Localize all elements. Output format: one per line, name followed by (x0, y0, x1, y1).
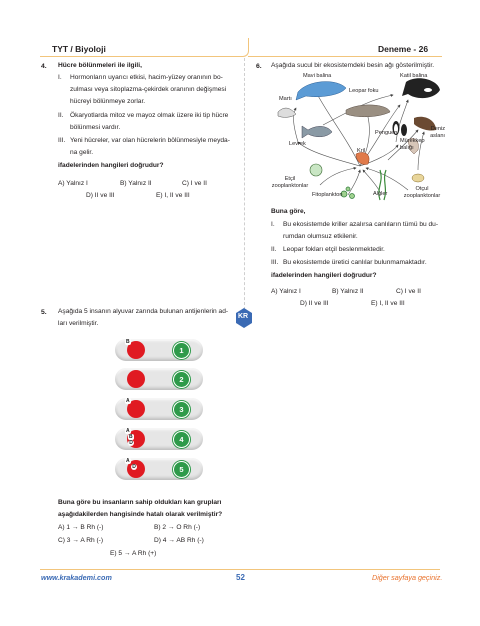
antigen-label: D (132, 464, 136, 470)
kr-logo (234, 308, 254, 328)
q5-option-d[interactable]: D) 4 → AB Rh (-) (154, 537, 204, 544)
tube-number-badge: 5 (173, 461, 190, 478)
q6-number: 6. (256, 63, 262, 70)
q4-item-1-line-1: Hormonların uyarıcı etkisi, hacim-yüzey oranının bo- (70, 74, 223, 81)
blood-sample-tube-5 (115, 458, 203, 480)
blood-sample-tube-4 (115, 428, 203, 450)
q4-item-3-roman: III. (58, 137, 66, 144)
antigen-label: A (126, 398, 130, 404)
label-killer-whale: Katil balina (400, 73, 428, 79)
q4-stem: Hücre bölünmeleri ile ilgili, (58, 62, 142, 69)
label-leopard-seal: Leopar foku (349, 88, 379, 94)
q6-option-a[interactable]: A) Yalnız I (271, 288, 301, 295)
seagull-icon (278, 108, 296, 117)
header-rule-right (248, 56, 442, 57)
q6-item-2-roman: II. (271, 246, 277, 253)
antigen-label: B (129, 434, 133, 440)
q6-item-1-roman: I. (271, 221, 275, 228)
q4-option-a[interactable]: A) Yalnız I (58, 180, 88, 187)
footer-rule (40, 569, 440, 570)
label-squid-text: Mürekkep balığı (400, 138, 425, 151)
label-herbivorous-zooplankton-text: Otçul zooplanktonlar (403, 186, 441, 199)
q6-item-1-line-1: Bu ekosistemde kriller azalırsa canlıların tümü bu du- (283, 221, 439, 228)
q4-item-3-line-1: Yeni hücreler, var olan hücrelerin bölünmesiyle meyda- (70, 137, 230, 144)
q5-stem-line-1: Aşağıda 5 insanın alyuvar zarında bulunan antijenlerin ad- (58, 308, 229, 315)
q5-stem-line-2: ları verilmiştir. (58, 320, 99, 327)
column-divider (244, 58, 245, 320)
q6-item-3-roman: III. (271, 259, 279, 266)
q4-item-1-line-2: zulması veya sitoplazma-çekirdek oranının değişmesi (70, 86, 227, 93)
krill-icon (356, 152, 369, 164)
label-blue-whale: Mavi balina (303, 73, 332, 79)
phytoplankton-icon (341, 187, 355, 199)
tube-number-badge: 1 (173, 342, 190, 359)
label-carnivorous-zooplankton-text: Etçil zooplanktonlar (271, 176, 309, 189)
q4-item-2-line-1: Ökaryotlarda mitoz ve mayoz olmak üzere iki tip hücre (70, 112, 229, 119)
tube-number-badge: 3 (173, 401, 190, 418)
sea-bass-icon (302, 126, 332, 138)
antigen-label: A (126, 458, 130, 464)
page-number: 52 (236, 573, 245, 582)
label-sea-lion (425, 126, 445, 140)
antigen-label: B (126, 339, 130, 345)
label-squid (400, 138, 428, 152)
label-krill: Kril (357, 148, 366, 154)
label-phytoplankton: Fitoplankton (312, 192, 343, 198)
herbivorous-zooplankton-icon (412, 174, 424, 182)
blood-sample-tube-1 (115, 339, 203, 361)
q6-option-b[interactable]: B) Yalnız II (332, 288, 364, 295)
label-algae: Algler (373, 191, 388, 197)
leopard-seal-icon (346, 105, 390, 117)
kr-logo-text: KR (238, 313, 249, 320)
header-rule-corner (240, 38, 249, 57)
q5-option-c[interactable]: C) 3 → A Rh (-) (58, 537, 104, 544)
label-sea-bass: Levrek (289, 141, 306, 147)
antigen-label: D (129, 440, 133, 446)
q5-number: 5. (41, 309, 47, 316)
tube-number-badge: 4 (173, 431, 190, 448)
q4-item-3-line-2: na gelir. (70, 149, 94, 156)
q4-option-b[interactable]: B) Yalnız II (120, 180, 152, 187)
header-left-title: TYT / Biyoloji (52, 44, 106, 54)
label-herbivorous-zooplankton (400, 186, 444, 200)
q4-item-2-roman: II. (58, 112, 64, 119)
antigen-label: A (126, 428, 130, 434)
q5-question-line-2: aşağıdakilerden hangisinde hatalı olarak verilmiştir? (58, 511, 223, 518)
q6-item-1-line-2: rumdan olumsuz etkilenir. (283, 233, 358, 240)
q6-question: ifadelerinden hangileri doğrudur? (271, 272, 377, 279)
q5-option-b[interactable]: B) 2 → O Rh (-) (154, 524, 201, 531)
q4-option-d[interactable]: D) II ve III (86, 192, 115, 199)
q6-intro: Buna göre, (271, 208, 306, 215)
q4-option-e[interactable]: E) I, II ve III (156, 192, 190, 199)
carnivorous-zooplankton-icon (310, 164, 322, 176)
header-right-title: Deneme - 26 (378, 44, 429, 54)
footer-next-page-text: Diğer sayfaya geçiniz. (372, 573, 443, 582)
red-blood-cell-icon (127, 370, 145, 388)
label-penguin: Penguen (375, 130, 398, 136)
q6-option-e[interactable]: E) I, II ve III (371, 300, 405, 307)
header-rule-left (40, 56, 240, 57)
label-carnivorous-zooplankton (268, 176, 312, 190)
q5-question-line-1: Buna göre bu insanların sahip oldukları kan grupları (58, 499, 222, 506)
q4-option-c[interactable]: C) I ve II (182, 180, 207, 187)
blue-whale-icon (296, 82, 346, 100)
label-seagull: Martı (279, 96, 292, 102)
q6-option-d[interactable]: D) II ve III (300, 300, 329, 307)
q6-item-3-line-1: Bu ekosistemde üretici canlılar bulunmamaktadır. (283, 259, 427, 266)
tube-number-badge: 2 (173, 371, 190, 388)
q6-item-2-line-1: Leopar fokları etçil beslenmektedir. (283, 246, 385, 253)
q6-option-c[interactable]: C) I ve II (396, 288, 421, 295)
killer-whale-icon (402, 78, 440, 98)
q4-question: ifadelerinden hangileri doğrudur? (58, 162, 164, 169)
q6-stem: Aşağıda sucul bir ekosistemdeki besin ağı gösterilmiştir. (271, 62, 435, 69)
footer-website-link[interactable]: www.krakademi.com (41, 573, 112, 582)
q4-number: 4. (41, 63, 47, 70)
q4-item-2-line-2: bölünmesi vardır. (70, 124, 121, 131)
q5-option-e[interactable]: E) 5 → A Rh (+) (110, 550, 157, 557)
label-sea-lion-text: Deniz aslanı (430, 126, 445, 139)
q4-item-1-line-3: hücreyi bölünmeye zorlar. (70, 98, 146, 105)
blood-sample-tube-3 (115, 398, 203, 420)
blood-sample-tube-2 (115, 368, 203, 390)
q4-item-1-roman: I. (58, 74, 62, 81)
q5-option-a[interactable]: A) 1 → B Rh (-) (58, 524, 104, 531)
